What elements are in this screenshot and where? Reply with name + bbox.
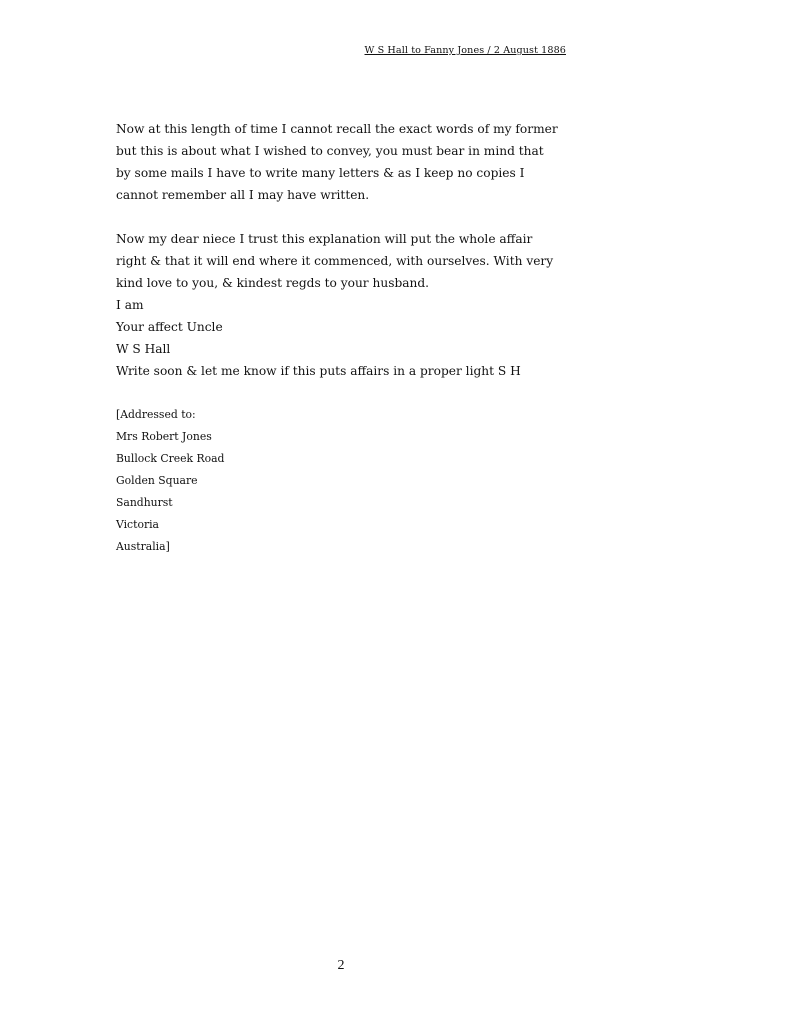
text-line: Now at this length of time I cannot recall the exact words of my former <box>116 122 558 136</box>
signature-line: W S Hall <box>116 342 171 356</box>
text-line: Now my dear niece I trust this explanation will put the whole affair <box>116 232 533 246</box>
address-line: Mrs Robert Jones <box>116 430 212 443</box>
address-line: Bullock Creek Road <box>116 452 225 465</box>
letter-body <box>116 118 586 382</box>
closing-line: Your affect Uncle <box>116 320 223 334</box>
text-line: but this is about what I wished to convey, you must bear in mind that <box>116 144 544 158</box>
running-header: W S Hall to Fanny Jones / 2 August 1886 <box>364 45 566 56</box>
address-line: Golden Square <box>116 474 198 487</box>
postscript-line: Write soon & let me know if this puts affairs in a proper light S H <box>116 364 521 378</box>
address-line: Victoria <box>116 518 159 531</box>
text-line: by some mails I have to write many letters & as I keep no copies I <box>116 166 525 180</box>
text-line: cannot remember all I may have written. <box>116 188 370 202</box>
address-line: [Addressed to: <box>116 408 196 421</box>
text-line: kind love to you, & kindest regds to your husband. <box>116 276 430 290</box>
page-number: 2 <box>337 958 345 973</box>
paragraph-2 <box>116 228 586 382</box>
address-line: Australia] <box>116 540 170 553</box>
text-line: right & that it will end where it commenced, with ourselves. With very <box>116 254 554 268</box>
address-line: Sandhurst <box>116 496 173 509</box>
closing-line: I am <box>116 298 144 312</box>
paragraph-1 <box>116 118 586 206</box>
address-block <box>116 404 224 558</box>
